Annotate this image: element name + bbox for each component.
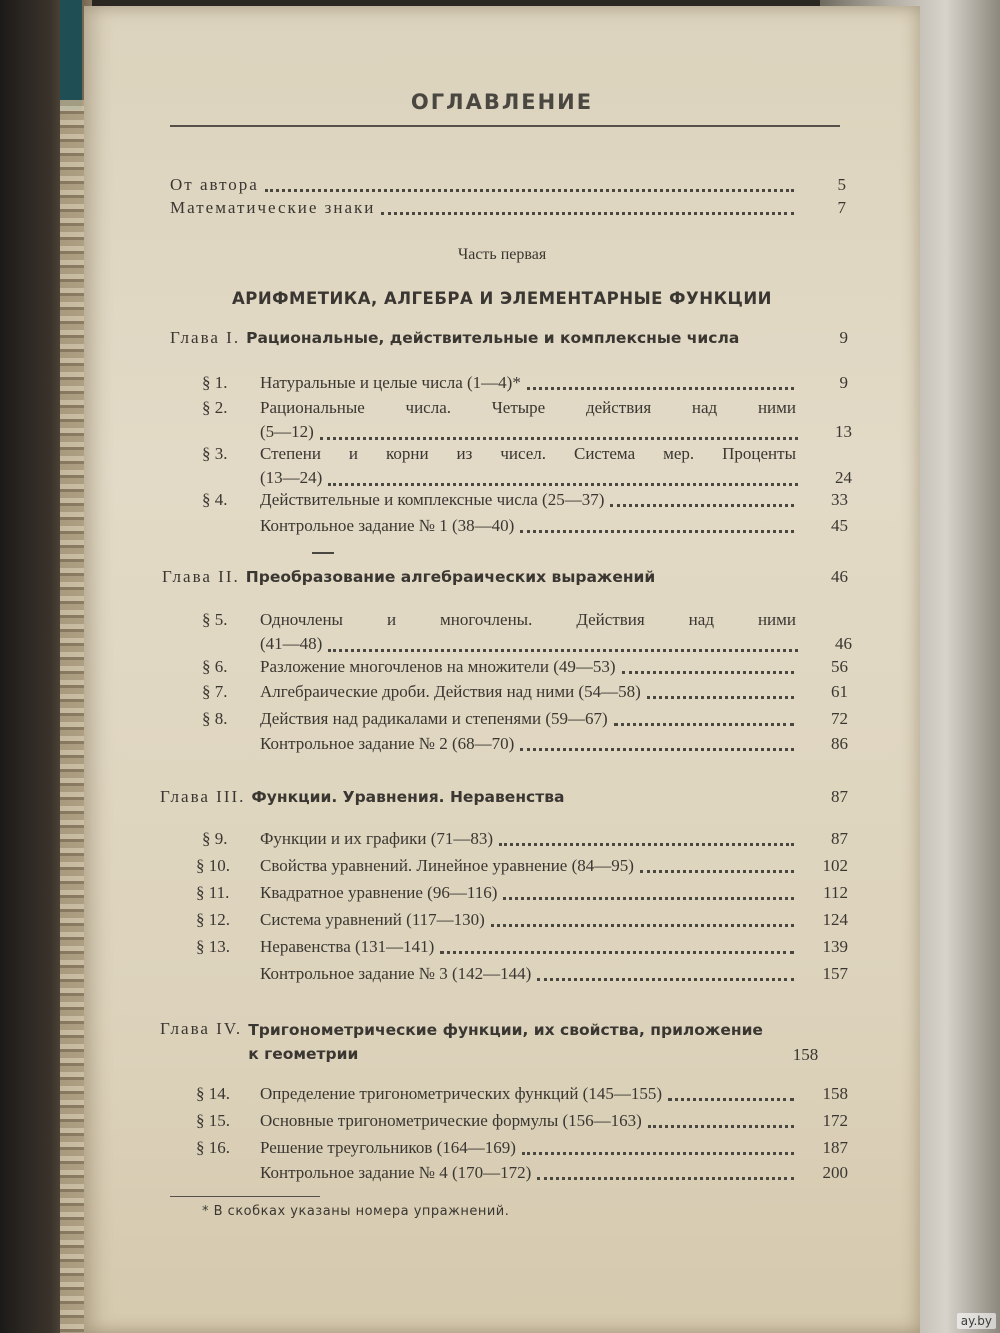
chapter-name: Преобразование алгебраических выражений <box>245 568 656 586</box>
chapter-label: Глава I. <box>170 328 241 347</box>
toc-section <box>202 608 852 656</box>
section-title: Натуральные и целые числа (1—4)* <box>260 373 521 392</box>
toc-section <box>202 442 852 490</box>
section-title: Контрольное задание № 3 (142—144) <box>260 964 532 983</box>
leader-dots <box>491 918 794 927</box>
section-page: 112 <box>823 883 848 902</box>
leader-dots <box>328 643 798 652</box>
leader-dots <box>648 1119 794 1128</box>
site-watermark: ay.by <box>957 1313 996 1329</box>
leader-dots <box>537 972 794 981</box>
section-title: Свойства уравнений. Линейное уравнение (84—95) <box>260 856 634 875</box>
section-page: 9 <box>839 373 848 392</box>
toc-section <box>202 489 848 511</box>
toc-entry-front <box>170 197 848 219</box>
section-page: 157 <box>822 964 848 983</box>
toc-entry-front <box>170 174 848 196</box>
toc-control-task <box>260 1162 848 1184</box>
section-number: § 5. <box>202 610 228 629</box>
section-title: Действительные и комплексные числа (25—37) <box>260 490 605 509</box>
leader-dots <box>381 206 794 215</box>
footnote: * В скобках указаны номера упражнений. <box>202 1204 510 1219</box>
chapter-heading <box>162 566 848 588</box>
toc-section <box>202 828 848 850</box>
section-page: 102 <box>822 856 848 875</box>
cover-cloth-strip <box>60 0 82 110</box>
leader-dots <box>668 1092 794 1101</box>
leader-dots <box>522 1146 794 1155</box>
toc-section <box>196 1137 848 1159</box>
entry-text: От автора <box>170 175 259 194</box>
toc-control-task <box>260 963 848 985</box>
section-number: § 6. <box>202 657 228 676</box>
leader-dots <box>265 183 794 192</box>
book-page <box>84 6 920 1333</box>
section-page: 33 <box>831 490 848 509</box>
section-number: § 2. <box>202 398 228 417</box>
section-number: § 15. <box>196 1111 230 1130</box>
leader-dots <box>328 477 798 486</box>
chapter-page: 87 <box>831 787 848 806</box>
section-number: § 1. <box>202 373 228 392</box>
section-title: Система уравнений (117—130) <box>260 910 485 929</box>
section-title: Квадратное уравнение (96—116) <box>260 883 498 902</box>
section-title-line2-row <box>260 420 852 444</box>
section-page: 13 <box>835 422 852 441</box>
section-title-line1: Одночлены и многочлены. Действия над ними <box>260 610 796 629</box>
section-page: 87 <box>831 829 848 848</box>
section-page: 46 <box>835 634 852 653</box>
section-title: Разложение многочленов на множители (49—53) <box>260 657 616 676</box>
section-number: § 8. <box>202 709 228 728</box>
section-page: 200 <box>822 1163 848 1182</box>
section-title: Алгебраические дроби. Действия над ними (54—58) <box>260 682 641 701</box>
title-rule <box>170 125 840 127</box>
section-title-line2: (13—24) <box>260 468 323 487</box>
chapter-label: Глава II. <box>162 567 240 586</box>
section-page: 56 <box>831 657 848 676</box>
chapter-name: Рациональные, действительные и комплексные числа <box>246 329 740 347</box>
chapter-label: Глава III. <box>160 787 246 806</box>
section-page: 86 <box>831 734 848 753</box>
section-number: § 12. <box>196 910 230 929</box>
leader-dots <box>503 891 794 900</box>
toc-control-task <box>260 733 848 755</box>
leader-dots <box>610 498 794 507</box>
chapter-name: Функции. Уравнения. Неравенства <box>251 788 565 806</box>
section-number: § 16. <box>196 1138 230 1157</box>
section-number: § 9. <box>202 829 228 848</box>
leader-dots <box>440 945 794 954</box>
section-page: 187 <box>822 1138 848 1157</box>
toc-section <box>196 855 848 877</box>
leader-dots <box>499 837 794 846</box>
toc-section <box>202 656 848 678</box>
leader-dots <box>647 690 794 699</box>
leader-dots <box>520 524 794 533</box>
chapter-name: Тригонометрические функции, их свойства, приложение к геометрии <box>248 1021 763 1063</box>
part-title: АРИФМЕТИКА, АЛГЕБРА И ЭЛЕМЕНТАРНЫЕ ФУНКЦИИ <box>232 289 772 308</box>
book-spine-edge <box>60 100 84 1333</box>
section-page: 172 <box>822 1111 848 1130</box>
section-page: 124 <box>822 910 848 929</box>
section-title-line2: (5—12) <box>260 422 314 441</box>
section-title: Определение тригонометрических функций (145—155) <box>260 1084 662 1103</box>
footnote-rule <box>170 1196 320 1197</box>
section-number: § 10. <box>196 856 230 875</box>
chapter-heading <box>160 786 848 808</box>
leader-dots <box>614 717 794 726</box>
section-page: 139 <box>822 937 848 956</box>
section-title: Контрольное задание № 4 (170—172) <box>260 1163 532 1182</box>
section-title-line2-row <box>260 466 852 490</box>
section-title: Основные тригонометрические формулы (156—163) <box>260 1111 642 1130</box>
separator-dash <box>312 552 334 554</box>
section-number: § 7. <box>202 682 228 701</box>
chapter-page: 46 <box>831 567 848 586</box>
section-number: § 3. <box>202 444 228 463</box>
toc-section <box>202 396 852 444</box>
chapter-page: 9 <box>839 328 848 347</box>
entry-page: 5 <box>837 175 848 194</box>
leader-dots <box>320 431 798 440</box>
entry-page: 7 <box>837 198 848 217</box>
toc-section <box>196 1083 848 1105</box>
section-title: Функции и их графики (71—83) <box>260 829 494 848</box>
toc-control-task <box>260 515 848 537</box>
section-title: Неравенства (131—141) <box>260 937 435 956</box>
toc-section <box>196 882 848 904</box>
toc-section <box>196 909 848 931</box>
leader-dots <box>537 1171 794 1180</box>
section-number: § 11. <box>196 883 230 902</box>
section-page: 158 <box>822 1084 848 1103</box>
toc-section <box>202 681 848 703</box>
section-title-line1: Рациональные числа. Четыре действия над ними <box>260 398 796 417</box>
section-title: Решение треугольников (164—169) <box>260 1138 516 1157</box>
chapter-label: Глава IV. <box>160 1019 243 1038</box>
section-page: 45 <box>831 516 848 535</box>
leader-dots <box>527 381 794 390</box>
section-title-line1: Степени и корни из чисел. Система мер. Проценты <box>260 444 796 463</box>
section-page: 61 <box>831 682 848 701</box>
section-number: § 13. <box>196 937 230 956</box>
toc-section <box>196 936 848 958</box>
section-title-line2: (41—48) <box>260 634 323 653</box>
section-number: § 4. <box>202 490 228 509</box>
section-page: 72 <box>831 709 848 728</box>
page-title: ОГЛАВЛЕНИЕ <box>410 90 594 114</box>
leader-dots <box>622 665 794 674</box>
leader-dots <box>520 742 794 751</box>
section-title: Контрольное задание № 1 (38—40) <box>260 516 515 535</box>
chapter-heading <box>170 327 848 349</box>
toc-section <box>196 1110 848 1132</box>
section-title: Действия над радикалами и степенями (59—67) <box>260 709 608 728</box>
chapter-heading <box>160 1018 848 1066</box>
section-number: § 14. <box>196 1084 230 1103</box>
part-label: Часть первая <box>457 246 547 263</box>
toc-section <box>202 372 848 394</box>
section-page: 24 <box>835 468 852 487</box>
chapter-page: 158 <box>792 1045 819 1064</box>
section-title-line2-row <box>260 632 852 656</box>
leader-dots <box>640 864 794 873</box>
section-title: Контрольное задание № 2 (68—70) <box>260 734 515 753</box>
toc-section <box>202 708 848 730</box>
entry-text: Математические знаки <box>170 198 376 217</box>
